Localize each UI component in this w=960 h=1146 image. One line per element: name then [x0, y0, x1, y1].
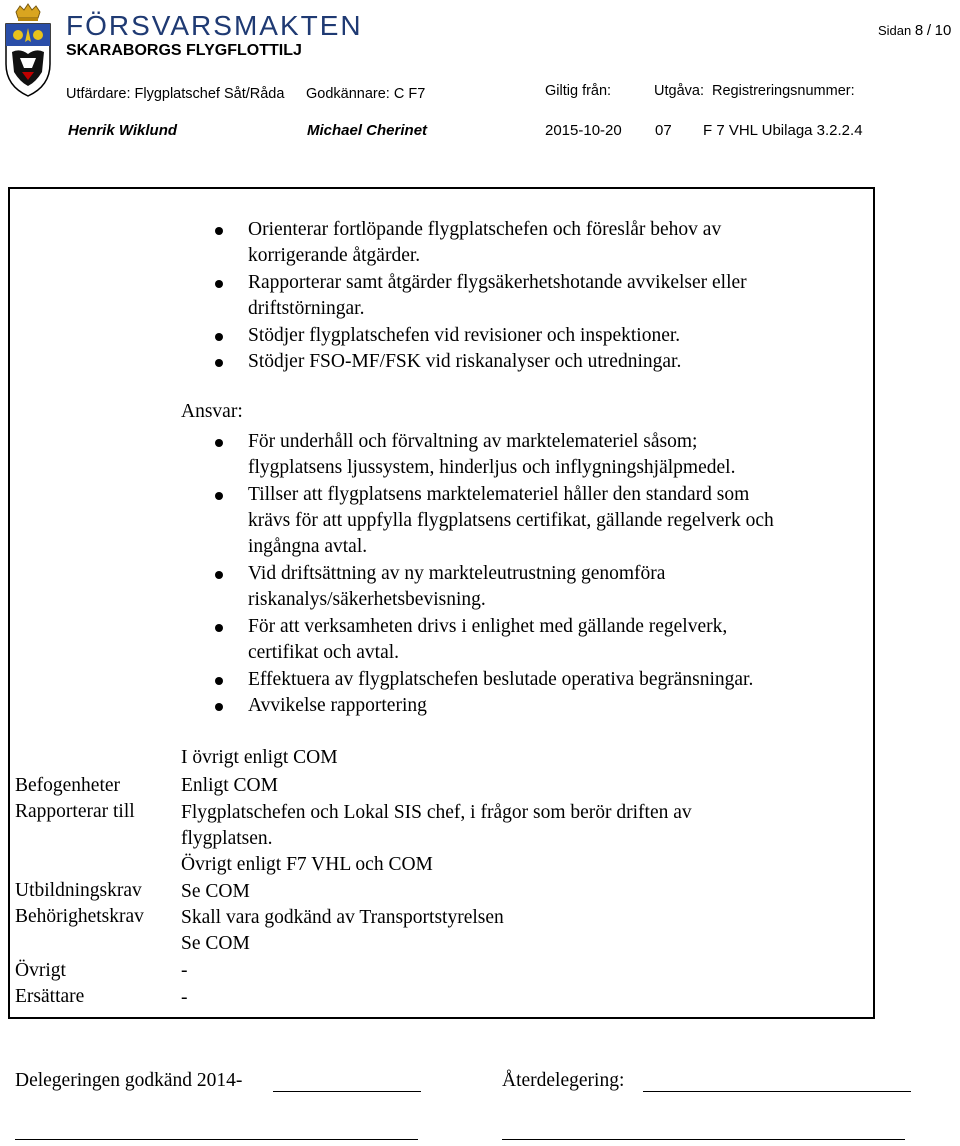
valid-from-label: Giltig från: — [545, 83, 612, 99]
ansvar-line: För att verksamheten drivs i enlighet med gällande regelverk, — [248, 616, 728, 637]
page-total: 10 — [934, 22, 952, 39]
ansvar-line: Tillser att flygplatsens marktelemateriel håller den standard som — [248, 484, 750, 505]
behorighet-value: Se COM — [181, 933, 250, 954]
bullet — [215, 703, 223, 711]
page-current: 8 — [914, 22, 924, 39]
task-line: Stödjer flygplatschefen vid revisioner och inspektioner. — [248, 325, 681, 346]
task-line: korrigerande åtgärder. — [248, 245, 421, 266]
issuer-name: Henrik Wiklund — [68, 122, 178, 139]
ansvar-line: certifikat och avtal. — [248, 642, 400, 663]
bullet — [215, 359, 223, 367]
bullet — [215, 677, 223, 685]
ansvar-heading: Ansvar: — [181, 401, 243, 422]
edition-label: Utgåva: — [654, 83, 704, 99]
behorighet-label: Behörighetskrav — [15, 906, 144, 927]
org-subtitle: SKARABORGS FLYGFLOTTILJ — [66, 42, 302, 59]
coat-of-arms-logo — [2, 2, 54, 98]
page-separator: / — [926, 22, 932, 39]
valid-from-date: 2015-10-20 — [545, 122, 622, 139]
bullet — [215, 624, 223, 632]
edition-value: 07 — [655, 122, 672, 139]
befogenheter-value: Enligt COM — [181, 775, 278, 796]
registration-number: F 7 VHL Ubilaga 3.2.2.4 — [703, 122, 863, 139]
delegation-label: Delegeringen godkänd 2014- — [15, 1070, 243, 1091]
approver-label: Godkännare: C F7 — [306, 86, 426, 102]
task-line: Stödjer FSO-MF/FSK vid riskanalyser och utredningar. — [248, 351, 682, 372]
page-number — [878, 22, 951, 39]
ansvar-line: För underhåll och förvaltning av marktelemateriel såsom; — [248, 431, 698, 452]
rapporterar-value: Övrigt enligt F7 VHL och COM — [181, 854, 433, 875]
bullet — [215, 333, 223, 341]
registration-number-label: Registreringsnummer: — [712, 83, 855, 99]
ersattare-label: Ersättare — [15, 986, 85, 1007]
ansvar-line: ingångna avtal. — [248, 536, 368, 557]
bullet — [215, 280, 223, 288]
befogenheter-label: Befogenheter — [15, 775, 121, 796]
redelegation-signature-line — [643, 1091, 911, 1092]
delegation-signature-line — [273, 1091, 421, 1092]
redelegation-label: Återdelegering: — [502, 1070, 625, 1091]
rapporterar-label: Rapporterar till — [15, 801, 135, 822]
ansvar-line: krävs för att uppfylla flygplatsens certifikat, gällande regelverk och — [248, 510, 774, 531]
bullet — [215, 439, 223, 447]
task-line: Rapporterar samt åtgärder flygsäkerhetshotande avvikelser eller — [248, 272, 747, 293]
ansvar-line: Vid driftsättning av ny markteleutrustning genomföra — [248, 563, 666, 584]
rapporterar-value: flygplatsen. — [181, 828, 273, 849]
ansvar-line: Avvikelse rapportering — [248, 695, 427, 716]
org-name: FÖRSVARSMAKTEN — [66, 10, 363, 41]
bullet — [215, 227, 223, 235]
utbildning-value: Se COM — [181, 881, 250, 902]
signature-line — [15, 1139, 418, 1140]
extra-line: I övrigt enligt COM — [181, 747, 338, 768]
task-line: driftstörningar. — [248, 298, 365, 319]
ovrigt-value: - — [181, 960, 188, 981]
ersattare-value: - — [181, 987, 188, 1008]
behorighet-value: Skall vara godkänd av Transportstyrelsen — [181, 907, 504, 928]
approver-name: Michael Cherinet — [307, 122, 428, 139]
ansvar-line: riskanalys/säkerhetsbevisning. — [248, 589, 486, 610]
ansvar-line: flygplatsens ljussystem, hinderljus och inflygningshjälpmedel. — [248, 457, 736, 478]
ansvar-line: Effektuera av flygplatschefen beslutade operativa begränsningar. — [248, 669, 754, 690]
ovrigt-label: Övrigt — [15, 960, 66, 981]
bullet — [215, 571, 223, 579]
issuer-label: Utfärdare: Flygplatschef Såt/Råda — [66, 86, 285, 102]
utbildning-label: Utbildningskrav — [15, 880, 142, 901]
page-label: Sidan — [878, 23, 912, 38]
signature-line — [502, 1139, 905, 1140]
role-description-box — [8, 187, 875, 1019]
rapporterar-value: Flygplatschefen och Lokal SIS chef, i frågor som berör driften av — [181, 802, 692, 823]
bullet — [215, 492, 223, 500]
task-line: Orienterar fortlöpande flygplatschefen och föreslår behov av — [248, 219, 722, 240]
